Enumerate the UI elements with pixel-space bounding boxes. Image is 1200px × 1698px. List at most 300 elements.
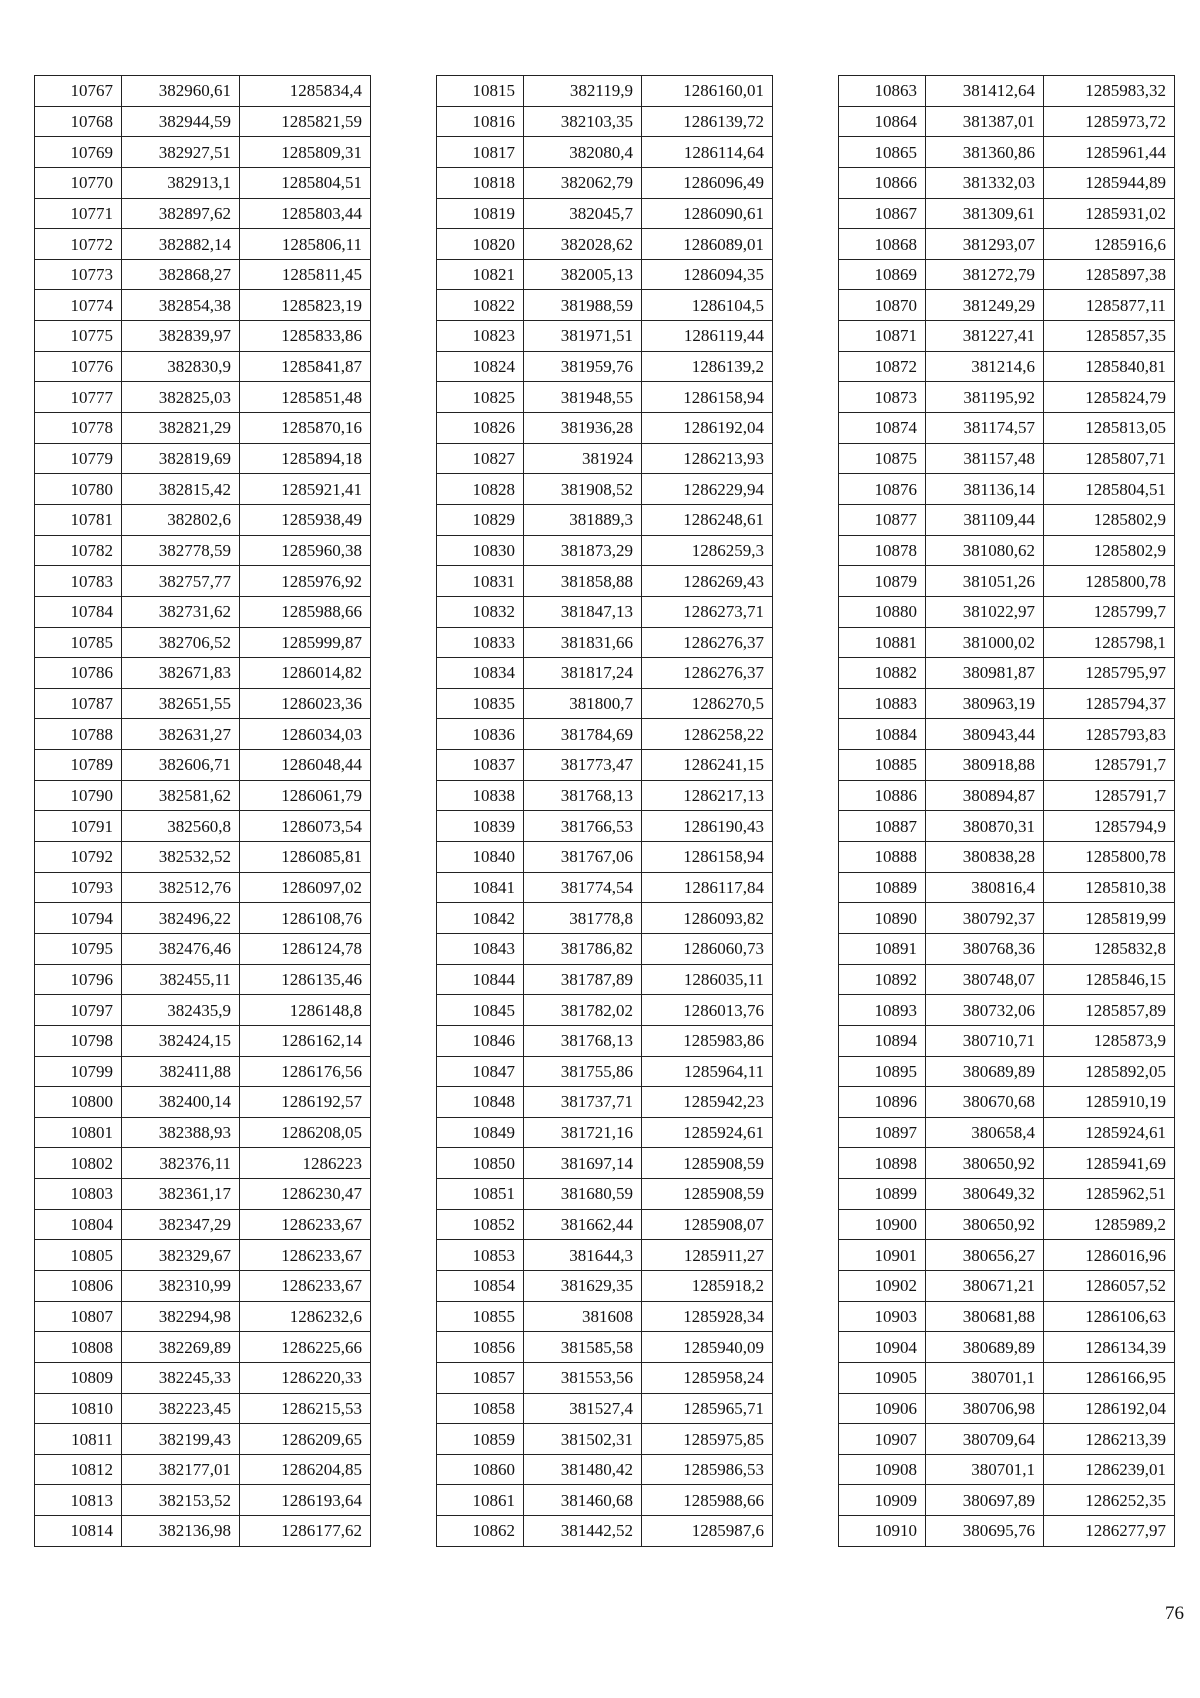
y-coordinate-cell: 1286248,61 xyxy=(642,504,773,535)
x-coordinate-cell: 382560,8 xyxy=(122,811,240,842)
x-coordinate-cell: 380701,1 xyxy=(926,1454,1044,1485)
y-coordinate-cell: 1286089,01 xyxy=(642,229,773,260)
table-row xyxy=(35,1025,371,1056)
point-number-cell: 10821 xyxy=(437,259,524,290)
table-row xyxy=(437,413,773,444)
x-coordinate-cell: 380918,88 xyxy=(926,750,1044,781)
table-row xyxy=(437,290,773,321)
point-number-cell: 10803 xyxy=(35,1179,122,1210)
y-coordinate-cell: 1285958,24 xyxy=(642,1362,773,1393)
point-number-cell: 10826 xyxy=(437,413,524,444)
y-coordinate-cell: 1286225,66 xyxy=(240,1332,371,1363)
table-row xyxy=(437,1362,773,1393)
y-coordinate-cell: 1286276,37 xyxy=(642,627,773,658)
y-coordinate-cell: 1285794,9 xyxy=(1044,811,1175,842)
table-row xyxy=(35,872,371,903)
y-coordinate-cell: 1286258,22 xyxy=(642,719,773,750)
table-row xyxy=(35,933,371,964)
y-coordinate-cell: 1285965,71 xyxy=(642,1393,773,1424)
table-row xyxy=(839,627,1175,658)
y-coordinate-cell: 1285877,11 xyxy=(1044,290,1175,321)
point-number-cell: 10846 xyxy=(437,1025,524,1056)
table-row xyxy=(839,290,1175,321)
x-coordinate-cell: 380697,89 xyxy=(926,1485,1044,1516)
point-number-cell: 10882 xyxy=(839,658,926,689)
x-coordinate-cell: 382802,6 xyxy=(122,504,240,535)
table-row xyxy=(35,964,371,995)
table-row xyxy=(35,1179,371,1210)
point-number-cell: 10809 xyxy=(35,1362,122,1393)
y-coordinate-cell: 1285964,11 xyxy=(642,1056,773,1087)
x-coordinate-cell: 382512,76 xyxy=(122,872,240,903)
table-row xyxy=(839,106,1175,137)
point-number-cell: 10855 xyxy=(437,1301,524,1332)
x-coordinate-cell: 381227,41 xyxy=(926,321,1044,352)
point-number-cell: 10840 xyxy=(437,842,524,873)
point-number-cell: 10834 xyxy=(437,658,524,689)
table-row xyxy=(35,382,371,413)
table-row xyxy=(437,1056,773,1087)
point-number-cell: 10860 xyxy=(437,1454,524,1485)
x-coordinate-cell: 381768,13 xyxy=(524,1025,642,1056)
x-coordinate-cell: 381786,82 xyxy=(524,933,642,964)
table-row xyxy=(437,382,773,413)
x-coordinate-cell: 382294,98 xyxy=(122,1301,240,1332)
point-number-cell: 10837 xyxy=(437,750,524,781)
point-number-cell: 10805 xyxy=(35,1240,122,1271)
x-coordinate-cell: 381502,31 xyxy=(524,1424,642,1455)
y-coordinate-cell: 1285823,19 xyxy=(240,290,371,321)
x-coordinate-cell: 382671,83 xyxy=(122,658,240,689)
point-number-cell: 10792 xyxy=(35,842,122,873)
point-number-cell: 10784 xyxy=(35,596,122,627)
y-coordinate-cell: 1285800,78 xyxy=(1044,842,1175,873)
table-row xyxy=(437,1270,773,1301)
x-coordinate-cell: 380670,68 xyxy=(926,1087,1044,1118)
point-number-cell: 10887 xyxy=(839,811,926,842)
point-number-cell: 10905 xyxy=(839,1362,926,1393)
point-number-cell: 10841 xyxy=(437,872,524,903)
point-number-cell: 10819 xyxy=(437,198,524,229)
y-coordinate-cell: 1286215,53 xyxy=(240,1393,371,1424)
y-coordinate-cell: 1286158,94 xyxy=(642,382,773,413)
table-row xyxy=(437,1485,773,1516)
y-coordinate-cell: 1285793,83 xyxy=(1044,719,1175,750)
table-row xyxy=(437,596,773,627)
x-coordinate-cell: 381773,47 xyxy=(524,750,642,781)
x-coordinate-cell: 380981,87 xyxy=(926,658,1044,689)
y-coordinate-cell: 1286233,67 xyxy=(240,1209,371,1240)
y-coordinate-cell: 1286192,04 xyxy=(642,413,773,444)
x-coordinate-cell: 380650,92 xyxy=(926,1209,1044,1240)
point-number-cell: 10885 xyxy=(839,750,926,781)
point-number-cell: 10811 xyxy=(35,1424,122,1455)
y-coordinate-cell: 1286232,6 xyxy=(240,1301,371,1332)
point-number-cell: 10822 xyxy=(437,290,524,321)
table-row xyxy=(437,1301,773,1332)
y-coordinate-cell: 1286229,94 xyxy=(642,474,773,505)
y-coordinate-cell: 1286108,76 xyxy=(240,903,371,934)
y-coordinate-cell: 1286139,72 xyxy=(642,106,773,137)
x-coordinate-cell: 381157,48 xyxy=(926,443,1044,474)
point-number-cell: 10768 xyxy=(35,106,122,137)
point-number-cell: 10767 xyxy=(35,76,122,107)
x-coordinate-cell: 381272,79 xyxy=(926,259,1044,290)
x-coordinate-cell: 382960,61 xyxy=(122,76,240,107)
point-number-cell: 10823 xyxy=(437,321,524,352)
y-coordinate-cell: 1286239,01 xyxy=(1044,1454,1175,1485)
table-row xyxy=(839,964,1175,995)
x-coordinate-cell: 381768,13 xyxy=(524,780,642,811)
y-coordinate-cell: 1285824,79 xyxy=(1044,382,1175,413)
y-coordinate-cell: 1286233,67 xyxy=(240,1240,371,1271)
point-number-cell: 10788 xyxy=(35,719,122,750)
point-number-cell: 10795 xyxy=(35,933,122,964)
table-row xyxy=(437,1025,773,1056)
table-row xyxy=(839,811,1175,842)
y-coordinate-cell: 1286139,2 xyxy=(642,351,773,382)
x-coordinate-cell: 381662,44 xyxy=(524,1209,642,1240)
x-coordinate-cell: 380894,87 xyxy=(926,780,1044,811)
y-coordinate-cell: 1285931,02 xyxy=(1044,198,1175,229)
x-coordinate-cell: 382136,98 xyxy=(122,1516,240,1547)
table-row xyxy=(437,474,773,505)
table-row xyxy=(35,1087,371,1118)
point-number-cell: 10909 xyxy=(839,1485,926,1516)
y-coordinate-cell: 1286270,5 xyxy=(642,688,773,719)
point-number-cell: 10804 xyxy=(35,1209,122,1240)
x-coordinate-cell: 382329,67 xyxy=(122,1240,240,1271)
point-number-cell: 10844 xyxy=(437,964,524,995)
point-number-cell: 10893 xyxy=(839,995,926,1026)
point-number-cell: 10888 xyxy=(839,842,926,873)
table-row xyxy=(437,76,773,107)
table-row xyxy=(839,1362,1175,1393)
x-coordinate-cell: 381360,86 xyxy=(926,137,1044,168)
point-number-cell: 10857 xyxy=(437,1362,524,1393)
x-coordinate-cell: 381774,54 xyxy=(524,872,642,903)
x-coordinate-cell: 382045,7 xyxy=(524,198,642,229)
y-coordinate-cell: 1286096,49 xyxy=(642,167,773,198)
x-coordinate-cell: 381174,57 xyxy=(926,413,1044,444)
point-number-cell: 10910 xyxy=(839,1516,926,1547)
table-row xyxy=(437,504,773,535)
table-row xyxy=(35,1454,371,1485)
x-coordinate-cell: 380748,07 xyxy=(926,964,1044,995)
point-number-cell: 10867 xyxy=(839,198,926,229)
y-coordinate-cell: 1285983,86 xyxy=(642,1025,773,1056)
point-number-cell: 10869 xyxy=(839,259,926,290)
point-number-cell: 10906 xyxy=(839,1393,926,1424)
x-coordinate-cell: 381442,52 xyxy=(524,1516,642,1547)
y-coordinate-cell: 1285806,11 xyxy=(240,229,371,260)
table-row xyxy=(839,321,1175,352)
table-row xyxy=(437,658,773,689)
point-number-cell: 10876 xyxy=(839,474,926,505)
point-number-cell: 10812 xyxy=(35,1454,122,1485)
x-coordinate-cell: 380943,44 xyxy=(926,719,1044,750)
point-number-cell: 10868 xyxy=(839,229,926,260)
y-coordinate-cell: 1286057,52 xyxy=(1044,1270,1175,1301)
point-number-cell: 10816 xyxy=(437,106,524,137)
y-coordinate-cell: 1286176,56 xyxy=(240,1056,371,1087)
x-coordinate-cell: 382927,51 xyxy=(122,137,240,168)
y-coordinate-cell: 1286013,76 xyxy=(642,995,773,1026)
y-coordinate-cell: 1286230,47 xyxy=(240,1179,371,1210)
table-row xyxy=(35,1485,371,1516)
table-row xyxy=(437,1393,773,1424)
table-row xyxy=(839,382,1175,413)
point-number-cell: 10892 xyxy=(839,964,926,995)
y-coordinate-cell: 1285811,45 xyxy=(240,259,371,290)
point-number-cell: 10778 xyxy=(35,413,122,444)
x-coordinate-cell: 381959,76 xyxy=(524,351,642,382)
table-row xyxy=(437,1179,773,1210)
x-coordinate-cell: 381831,66 xyxy=(524,627,642,658)
x-coordinate-cell: 382854,38 xyxy=(122,290,240,321)
table-row xyxy=(839,1117,1175,1148)
x-coordinate-cell: 380701,1 xyxy=(926,1362,1044,1393)
x-coordinate-cell: 381195,92 xyxy=(926,382,1044,413)
x-coordinate-cell: 382532,52 xyxy=(122,842,240,873)
point-number-cell: 10781 xyxy=(35,504,122,535)
table-row xyxy=(437,719,773,750)
point-number-cell: 10825 xyxy=(437,382,524,413)
point-number-cell: 10851 xyxy=(437,1179,524,1210)
table-row xyxy=(437,137,773,168)
table-row xyxy=(437,933,773,964)
table-row xyxy=(35,76,371,107)
y-coordinate-cell: 1286217,13 xyxy=(642,780,773,811)
x-coordinate-cell: 382269,89 xyxy=(122,1332,240,1363)
point-number-cell: 10773 xyxy=(35,259,122,290)
table-row xyxy=(437,872,773,903)
point-number-cell: 10831 xyxy=(437,566,524,597)
point-number-cell: 10807 xyxy=(35,1301,122,1332)
point-number-cell: 10832 xyxy=(437,596,524,627)
point-number-cell: 10861 xyxy=(437,1485,524,1516)
x-coordinate-cell: 382815,42 xyxy=(122,474,240,505)
point-number-cell: 10779 xyxy=(35,443,122,474)
point-number-cell: 10890 xyxy=(839,903,926,934)
point-number-cell: 10895 xyxy=(839,1056,926,1087)
y-coordinate-cell: 1285846,15 xyxy=(1044,964,1175,995)
x-coordinate-cell: 382897,62 xyxy=(122,198,240,229)
point-number-cell: 10884 xyxy=(839,719,926,750)
x-coordinate-cell: 382882,14 xyxy=(122,229,240,260)
point-number-cell: 10900 xyxy=(839,1209,926,1240)
table-row xyxy=(437,229,773,260)
y-coordinate-cell: 1285975,85 xyxy=(642,1424,773,1455)
table-row xyxy=(839,1025,1175,1056)
y-coordinate-cell: 1285841,87 xyxy=(240,351,371,382)
x-coordinate-cell: 382388,93 xyxy=(122,1117,240,1148)
table-row xyxy=(839,842,1175,873)
x-coordinate-cell: 382223,45 xyxy=(122,1393,240,1424)
y-coordinate-cell: 1285834,4 xyxy=(240,76,371,107)
point-number-cell: 10902 xyxy=(839,1270,926,1301)
x-coordinate-cell: 381787,89 xyxy=(524,964,642,995)
x-coordinate-cell: 381782,02 xyxy=(524,995,642,1026)
table-row xyxy=(437,627,773,658)
table-row xyxy=(35,995,371,1026)
point-number-cell: 10790 xyxy=(35,780,122,811)
x-coordinate-cell: 381480,42 xyxy=(524,1454,642,1485)
x-coordinate-cell: 382606,71 xyxy=(122,750,240,781)
x-coordinate-cell: 381608 xyxy=(524,1301,642,1332)
x-coordinate-cell: 382455,11 xyxy=(122,964,240,995)
y-coordinate-cell: 1286162,14 xyxy=(240,1025,371,1056)
y-coordinate-cell: 1286134,39 xyxy=(1044,1332,1175,1363)
y-coordinate-cell: 1286117,84 xyxy=(642,872,773,903)
point-number-cell: 10820 xyxy=(437,229,524,260)
point-number-cell: 10769 xyxy=(35,137,122,168)
table-row xyxy=(35,1362,371,1393)
point-number-cell: 10774 xyxy=(35,290,122,321)
point-number-cell: 10903 xyxy=(839,1301,926,1332)
x-coordinate-cell: 382757,77 xyxy=(122,566,240,597)
y-coordinate-cell: 1285938,49 xyxy=(240,504,371,535)
y-coordinate-cell: 1285791,7 xyxy=(1044,780,1175,811)
x-coordinate-cell: 381737,71 xyxy=(524,1087,642,1118)
table-row xyxy=(437,198,773,229)
table-row xyxy=(437,1148,773,1179)
y-coordinate-cell: 1285804,51 xyxy=(240,167,371,198)
y-coordinate-cell: 1286276,37 xyxy=(642,658,773,689)
table-row xyxy=(839,566,1175,597)
point-number-cell: 10856 xyxy=(437,1332,524,1363)
y-coordinate-cell: 1285802,9 xyxy=(1044,504,1175,535)
point-number-cell: 10793 xyxy=(35,872,122,903)
table-row xyxy=(437,1087,773,1118)
point-number-cell: 10875 xyxy=(839,443,926,474)
point-number-cell: 10886 xyxy=(839,780,926,811)
x-coordinate-cell: 381629,35 xyxy=(524,1270,642,1301)
point-number-cell: 10908 xyxy=(839,1454,926,1485)
x-coordinate-cell: 382347,29 xyxy=(122,1209,240,1240)
table-row xyxy=(839,995,1175,1026)
table-row xyxy=(839,504,1175,535)
x-coordinate-cell: 381800,7 xyxy=(524,688,642,719)
point-number-cell: 10796 xyxy=(35,964,122,995)
table-row xyxy=(437,1516,773,1547)
y-coordinate-cell: 1285810,38 xyxy=(1044,872,1175,903)
point-number-cell: 10836 xyxy=(437,719,524,750)
x-coordinate-cell: 380963,19 xyxy=(926,688,1044,719)
x-coordinate-cell: 381847,13 xyxy=(524,596,642,627)
table-row xyxy=(839,137,1175,168)
table-row xyxy=(839,351,1175,382)
y-coordinate-cell: 1286213,39 xyxy=(1044,1424,1175,1455)
x-coordinate-cell: 381387,01 xyxy=(926,106,1044,137)
y-coordinate-cell: 1286158,94 xyxy=(642,842,773,873)
point-number-cell: 10904 xyxy=(839,1332,926,1363)
point-number-cell: 10794 xyxy=(35,903,122,934)
table-row xyxy=(437,535,773,566)
x-coordinate-cell: 381817,24 xyxy=(524,658,642,689)
y-coordinate-cell: 1285942,23 xyxy=(642,1087,773,1118)
point-number-cell: 10842 xyxy=(437,903,524,934)
table-row xyxy=(437,811,773,842)
x-coordinate-cell: 382868,27 xyxy=(122,259,240,290)
y-coordinate-cell: 1286124,78 xyxy=(240,933,371,964)
x-coordinate-cell: 380671,21 xyxy=(926,1270,1044,1301)
point-number-cell: 10866 xyxy=(839,167,926,198)
point-number-cell: 10770 xyxy=(35,167,122,198)
table-row xyxy=(437,1454,773,1485)
table-row xyxy=(437,964,773,995)
table-row xyxy=(839,1270,1175,1301)
table-row xyxy=(839,1087,1175,1118)
y-coordinate-cell: 1285960,38 xyxy=(240,535,371,566)
y-coordinate-cell: 1285973,72 xyxy=(1044,106,1175,137)
point-number-cell: 10847 xyxy=(437,1056,524,1087)
table-row xyxy=(35,1332,371,1363)
y-coordinate-cell: 1285892,05 xyxy=(1044,1056,1175,1087)
table-row xyxy=(839,76,1175,107)
table-row xyxy=(839,750,1175,781)
point-number-cell: 10775 xyxy=(35,321,122,352)
y-coordinate-cell: 1285944,89 xyxy=(1044,167,1175,198)
x-coordinate-cell: 381936,28 xyxy=(524,413,642,444)
table-row xyxy=(35,1240,371,1271)
x-coordinate-cell: 381527,4 xyxy=(524,1393,642,1424)
x-coordinate-cell: 380709,64 xyxy=(926,1424,1044,1455)
point-number-cell: 10889 xyxy=(839,872,926,903)
x-coordinate-cell: 382435,9 xyxy=(122,995,240,1026)
y-coordinate-cell: 1286273,71 xyxy=(642,596,773,627)
point-number-cell: 10879 xyxy=(839,566,926,597)
table-row xyxy=(35,688,371,719)
x-coordinate-cell: 381309,61 xyxy=(926,198,1044,229)
y-coordinate-cell: 1286233,67 xyxy=(240,1270,371,1301)
x-coordinate-cell: 382177,01 xyxy=(122,1454,240,1485)
point-number-cell: 10824 xyxy=(437,351,524,382)
x-coordinate-cell: 382830,9 xyxy=(122,351,240,382)
table-row xyxy=(437,351,773,382)
point-number-cell: 10854 xyxy=(437,1270,524,1301)
point-number-cell: 10883 xyxy=(839,688,926,719)
y-coordinate-cell: 1286106,63 xyxy=(1044,1301,1175,1332)
y-coordinate-cell: 1285870,16 xyxy=(240,413,371,444)
point-number-cell: 10873 xyxy=(839,382,926,413)
y-coordinate-cell: 1285924,61 xyxy=(642,1117,773,1148)
y-coordinate-cell: 1285791,7 xyxy=(1044,750,1175,781)
y-coordinate-cell: 1285940,09 xyxy=(642,1332,773,1363)
y-coordinate-cell: 1285803,44 xyxy=(240,198,371,229)
table-row xyxy=(839,1209,1175,1240)
y-coordinate-cell: 1286193,64 xyxy=(240,1485,371,1516)
y-coordinate-cell: 1286104,5 xyxy=(642,290,773,321)
x-coordinate-cell: 380656,27 xyxy=(926,1240,1044,1271)
point-number-cell: 10801 xyxy=(35,1117,122,1148)
y-coordinate-cell: 1286213,93 xyxy=(642,443,773,474)
table-row xyxy=(35,198,371,229)
y-coordinate-cell: 1285840,81 xyxy=(1044,351,1175,382)
point-number-cell: 10896 xyxy=(839,1087,926,1118)
x-coordinate-cell: 381109,44 xyxy=(926,504,1044,535)
x-coordinate-cell: 382062,79 xyxy=(524,167,642,198)
point-number-cell: 10789 xyxy=(35,750,122,781)
y-coordinate-cell: 1285873,9 xyxy=(1044,1025,1175,1056)
x-coordinate-cell: 381460,68 xyxy=(524,1485,642,1516)
point-number-cell: 10870 xyxy=(839,290,926,321)
y-coordinate-cell: 1285908,59 xyxy=(642,1148,773,1179)
y-coordinate-cell: 1286034,03 xyxy=(240,719,371,750)
table-row xyxy=(437,1332,773,1363)
y-coordinate-cell: 1286093,82 xyxy=(642,903,773,934)
x-coordinate-cell: 382839,97 xyxy=(122,321,240,352)
